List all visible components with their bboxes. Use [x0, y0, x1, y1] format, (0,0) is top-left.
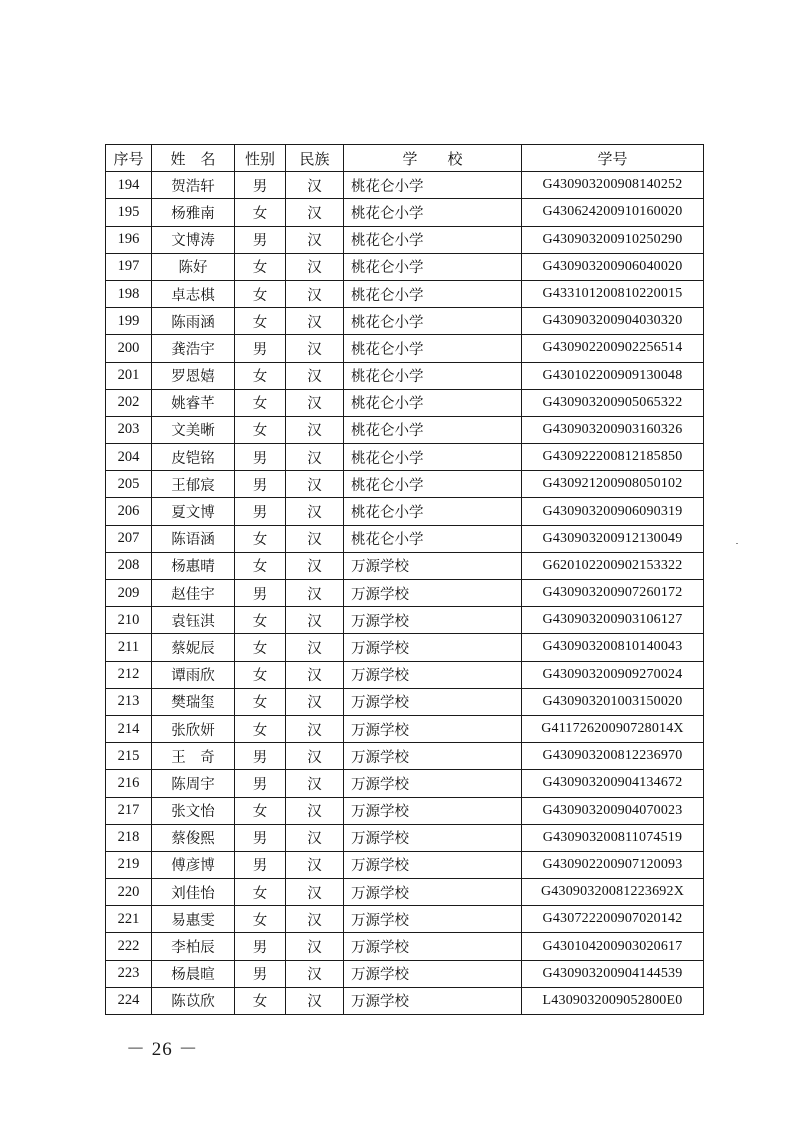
cell-gender: 男 [235, 933, 286, 960]
cell-name: 贺浩轩 [152, 172, 235, 199]
cell-student-id: G430903200810140043 [522, 634, 704, 661]
table-row [106, 688, 704, 715]
cell-no: 218 [106, 824, 152, 851]
cell-no: 220 [106, 879, 152, 906]
cell-no: 209 [106, 580, 152, 607]
cell-name: 傅彦博 [152, 851, 235, 878]
cell-gender: 女 [235, 906, 286, 933]
cell-student-id: G433101200810220015 [522, 280, 704, 307]
table-header [106, 145, 704, 172]
cell-ethnicity: 汉 [286, 280, 344, 307]
cell-school: 桃花仑小学 [344, 525, 522, 552]
cell-student-id: G620102200902153322 [522, 552, 704, 579]
cell-no: 213 [106, 688, 152, 715]
cell-ethnicity: 汉 [286, 634, 344, 661]
table-row [106, 226, 704, 253]
cell-gender: 女 [235, 715, 286, 742]
cell-name: 蔡妮辰 [152, 634, 235, 661]
cell-gender: 女 [235, 416, 286, 443]
cell-name: 文博涛 [152, 226, 235, 253]
table-row [106, 525, 704, 552]
cell-name: 文美晰 [152, 416, 235, 443]
cell-student-id: G430903200909270024 [522, 661, 704, 688]
table-row [106, 280, 704, 307]
table-row [106, 661, 704, 688]
cell-student-id: G430903200905065322 [522, 389, 704, 416]
cell-school: 桃花仑小学 [344, 416, 522, 443]
cell-name: 蔡俊熙 [152, 824, 235, 851]
cell-ethnicity: 汉 [286, 770, 344, 797]
cell-student-id: G430902200907120093 [522, 851, 704, 878]
cell-name: 张文怡 [152, 797, 235, 824]
table-row [106, 607, 704, 634]
cell-gender: 女 [235, 688, 286, 715]
cell-no: 207 [106, 525, 152, 552]
cell-ethnicity: 汉 [286, 797, 344, 824]
table-row [106, 770, 704, 797]
cell-school: 万源学校 [344, 634, 522, 661]
cell-name: 易惠雯 [152, 906, 235, 933]
cell-school: 万源学校 [344, 661, 522, 688]
table-row [106, 715, 704, 742]
cell-name: 刘佳怡 [152, 879, 235, 906]
table-row [106, 498, 704, 525]
cell-gender: 女 [235, 987, 286, 1014]
cell-school: 桃花仑小学 [344, 172, 522, 199]
header-school: 学 校 [344, 145, 522, 172]
cell-school: 桃花仑小学 [344, 226, 522, 253]
cell-name: 张欣妍 [152, 715, 235, 742]
cell-gender: 男 [235, 770, 286, 797]
cell-name: 杨雅南 [152, 199, 235, 226]
cell-name: 陈雨涵 [152, 308, 235, 335]
table-row [106, 335, 704, 362]
cell-ethnicity: 汉 [286, 824, 344, 851]
cell-no: 194 [106, 172, 152, 199]
cell-gender: 女 [235, 634, 286, 661]
cell-ethnicity: 汉 [286, 253, 344, 280]
table-row [106, 552, 704, 579]
table-row [106, 580, 704, 607]
cell-gender: 男 [235, 960, 286, 987]
cell-ethnicity: 汉 [286, 580, 344, 607]
cell-name: 袁钰淇 [152, 607, 235, 634]
cell-student-id: G430102200909130048 [522, 362, 704, 389]
cell-name: 夏文博 [152, 498, 235, 525]
cell-no: 196 [106, 226, 152, 253]
cell-ethnicity: 汉 [286, 362, 344, 389]
cell-school: 万源学校 [344, 715, 522, 742]
header-gender: 性别 [235, 145, 286, 172]
cell-no: 216 [106, 770, 152, 797]
cell-school: 桃花仑小学 [344, 199, 522, 226]
cell-name: 樊瑞玺 [152, 688, 235, 715]
cell-ethnicity: 汉 [286, 525, 344, 552]
table-row [106, 987, 704, 1014]
cell-name: 李柏辰 [152, 933, 235, 960]
scan-speck [736, 543, 738, 544]
header-student-id: 学号 [522, 145, 704, 172]
table-row [106, 906, 704, 933]
cell-student-id: G430903200903106127 [522, 607, 704, 634]
cell-gender: 女 [235, 607, 286, 634]
cell-ethnicity: 汉 [286, 226, 344, 253]
cell-ethnicity: 汉 [286, 335, 344, 362]
cell-school: 桃花仑小学 [344, 444, 522, 471]
cell-school: 万源学校 [344, 797, 522, 824]
cell-school: 万源学校 [344, 743, 522, 770]
cell-student-id: G430624200910160020 [522, 199, 704, 226]
cell-ethnicity: 汉 [286, 960, 344, 987]
header-ethnicity: 民族 [286, 145, 344, 172]
cell-student-id: G430902200902256514 [522, 335, 704, 362]
cell-school: 万源学校 [344, 960, 522, 987]
cell-ethnicity: 汉 [286, 471, 344, 498]
table-row [106, 634, 704, 661]
cell-student-id: G430903200908140252 [522, 172, 704, 199]
cell-student-id: G430903200910250290 [522, 226, 704, 253]
cell-name: 姚睿芊 [152, 389, 235, 416]
cell-no: 195 [106, 199, 152, 226]
cell-no: 201 [106, 362, 152, 389]
cell-no: 212 [106, 661, 152, 688]
cell-school: 桃花仑小学 [344, 308, 522, 335]
cell-gender: 男 [235, 471, 286, 498]
cell-school: 万源学校 [344, 879, 522, 906]
cell-ethnicity: 汉 [286, 661, 344, 688]
cell-no: 215 [106, 743, 152, 770]
cell-gender: 男 [235, 580, 286, 607]
table-row [106, 444, 704, 471]
cell-ethnicity: 汉 [286, 389, 344, 416]
cell-ethnicity: 汉 [286, 933, 344, 960]
cell-ethnicity: 汉 [286, 987, 344, 1014]
table-row [106, 960, 704, 987]
header-row [106, 145, 704, 172]
cell-ethnicity: 汉 [286, 172, 344, 199]
cell-no: 203 [106, 416, 152, 443]
cell-gender: 男 [235, 824, 286, 851]
cell-school: 万源学校 [344, 770, 522, 797]
cell-student-id: G430903200906090319 [522, 498, 704, 525]
cell-student-id: G430921200908050102 [522, 471, 704, 498]
cell-gender: 女 [235, 280, 286, 307]
table-row [106, 308, 704, 335]
cell-student-id: G430922200812185850 [522, 444, 704, 471]
cell-student-id: G430903200904030320 [522, 308, 704, 335]
cell-name: 龚浩宇 [152, 335, 235, 362]
cell-no: 206 [106, 498, 152, 525]
header-no: 序号 [106, 145, 152, 172]
cell-school: 桃花仑小学 [344, 362, 522, 389]
cell-ethnicity: 汉 [286, 308, 344, 335]
cell-name: 罗恩嬉 [152, 362, 235, 389]
cell-gender: 男 [235, 444, 286, 471]
cell-ethnicity: 汉 [286, 879, 344, 906]
cell-name: 皮铠铭 [152, 444, 235, 471]
cell-name: 王 奇 [152, 743, 235, 770]
cell-gender: 女 [235, 797, 286, 824]
table-row [106, 933, 704, 960]
cell-gender: 女 [235, 879, 286, 906]
table-row [106, 416, 704, 443]
cell-school: 万源学校 [344, 933, 522, 960]
header-name: 姓 名 [152, 145, 235, 172]
cell-ethnicity: 汉 [286, 688, 344, 715]
cell-name: 赵佳宇 [152, 580, 235, 607]
cell-no: 224 [106, 987, 152, 1014]
cell-school: 万源学校 [344, 607, 522, 634]
cell-student-id: G430903200907260172 [522, 580, 704, 607]
cell-student-id: G43090320081223692X [522, 879, 704, 906]
cell-no: 223 [106, 960, 152, 987]
cell-ethnicity: 汉 [286, 552, 344, 579]
cell-gender: 女 [235, 389, 286, 416]
cell-school: 桃花仑小学 [344, 280, 522, 307]
table-row [106, 797, 704, 824]
cell-school: 万源学校 [344, 851, 522, 878]
cell-no: 198 [106, 280, 152, 307]
cell-school: 万源学校 [344, 580, 522, 607]
table-body [106, 172, 704, 1015]
cell-school: 万源学校 [344, 552, 522, 579]
cell-gender: 男 [235, 335, 286, 362]
cell-ethnicity: 汉 [286, 851, 344, 878]
cell-gender: 女 [235, 253, 286, 280]
cell-ethnicity: 汉 [286, 199, 344, 226]
cell-school: 万源学校 [344, 906, 522, 933]
table-row [106, 824, 704, 851]
cell-name: 谭雨欣 [152, 661, 235, 688]
cell-no: 197 [106, 253, 152, 280]
cell-no: 222 [106, 933, 152, 960]
cell-ethnicity: 汉 [286, 715, 344, 742]
cell-school: 桃花仑小学 [344, 498, 522, 525]
table-row [106, 389, 704, 416]
cell-gender: 女 [235, 661, 286, 688]
cell-ethnicity: 汉 [286, 743, 344, 770]
student-roster-table [105, 144, 704, 1015]
cell-ethnicity: 汉 [286, 444, 344, 471]
cell-school: 万源学校 [344, 987, 522, 1014]
table-row [106, 362, 704, 389]
cell-no: 219 [106, 851, 152, 878]
cell-no: 208 [106, 552, 152, 579]
cell-name: 陈周宇 [152, 770, 235, 797]
cell-student-id: G430104200903020617 [522, 933, 704, 960]
cell-name: 陈好 [152, 253, 235, 280]
cell-gender: 男 [235, 851, 286, 878]
table-row [106, 879, 704, 906]
table-row [106, 172, 704, 199]
cell-ethnicity: 汉 [286, 607, 344, 634]
cell-gender: 男 [235, 743, 286, 770]
cell-no: 221 [106, 906, 152, 933]
cell-name: 陈苡欣 [152, 987, 235, 1014]
cell-no: 199 [106, 308, 152, 335]
cell-gender: 女 [235, 552, 286, 579]
cell-student-id: G430903200912130049 [522, 525, 704, 552]
table-row [106, 253, 704, 280]
cell-gender: 男 [235, 498, 286, 525]
cell-no: 200 [106, 335, 152, 362]
cell-student-id: G41172620090728014X [522, 715, 704, 742]
cell-school: 万源学校 [344, 688, 522, 715]
cell-student-id: G430903200812236970 [522, 743, 704, 770]
cell-school: 桃花仑小学 [344, 471, 522, 498]
cell-no: 217 [106, 797, 152, 824]
cell-ethnicity: 汉 [286, 906, 344, 933]
cell-no: 210 [106, 607, 152, 634]
cell-student-id: L4309032009052800E0 [522, 987, 704, 1014]
cell-ethnicity: 汉 [286, 498, 344, 525]
cell-gender: 男 [235, 226, 286, 253]
cell-student-id: G430903200904070023 [522, 797, 704, 824]
cell-name: 杨晨暄 [152, 960, 235, 987]
cell-gender: 女 [235, 525, 286, 552]
cell-gender: 女 [235, 199, 286, 226]
cell-no: 204 [106, 444, 152, 471]
cell-student-id: G430722200907020142 [522, 906, 704, 933]
cell-name: 陈语涵 [152, 525, 235, 552]
cell-student-id: G430903201003150020 [522, 688, 704, 715]
cell-no: 214 [106, 715, 152, 742]
table-row [106, 199, 704, 226]
cell-student-id: G430903200811074519 [522, 824, 704, 851]
cell-school: 桃花仑小学 [344, 389, 522, 416]
cell-name: 卓志棋 [152, 280, 235, 307]
cell-gender: 女 [235, 362, 286, 389]
table-row [106, 851, 704, 878]
cell-student-id: G430903200904134672 [522, 770, 704, 797]
cell-student-id: G430903200904144539 [522, 960, 704, 987]
cell-name: 杨惠晴 [152, 552, 235, 579]
cell-student-id: G430903200906040020 [522, 253, 704, 280]
page-number: － 26 － [126, 1039, 199, 1060]
cell-no: 211 [106, 634, 152, 661]
cell-no: 202 [106, 389, 152, 416]
table-row [106, 471, 704, 498]
table-row [106, 743, 704, 770]
cell-ethnicity: 汉 [286, 416, 344, 443]
cell-gender: 男 [235, 172, 286, 199]
cell-school: 万源学校 [344, 824, 522, 851]
cell-school: 桃花仑小学 [344, 253, 522, 280]
cell-no: 205 [106, 471, 152, 498]
cell-student-id: G430903200903160326 [522, 416, 704, 443]
cell-school: 桃花仑小学 [344, 335, 522, 362]
cell-gender: 女 [235, 308, 286, 335]
cell-name: 王郁宸 [152, 471, 235, 498]
